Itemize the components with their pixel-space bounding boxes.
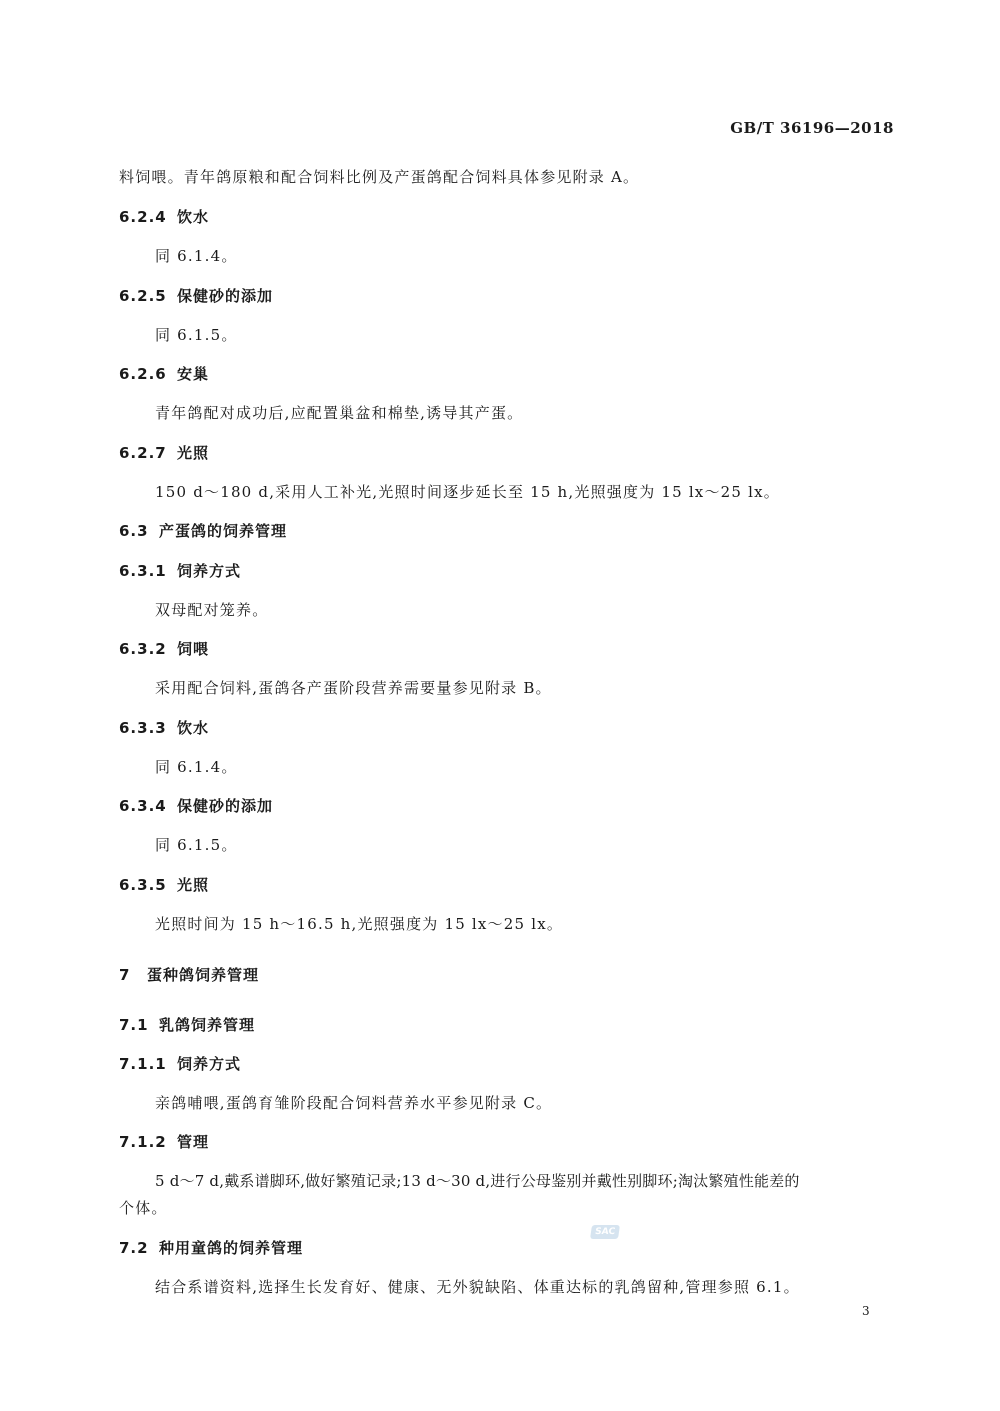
section-title: 安巢 (177, 365, 210, 383)
paragraph: 同 6.1.4。 (155, 758, 238, 776)
section-heading (119, 363, 209, 384)
paragraph: 双母配对笼养。 (155, 601, 269, 619)
section-number: 7.1.2 (119, 1133, 167, 1151)
section-title: 保健砂的添加 (177, 797, 274, 815)
section-heading (119, 1053, 241, 1074)
paragraph: 青年鸽配对成功后,应配置巢盆和棉垫,诱导其产蛋。 (155, 404, 524, 422)
chapter-title: 蛋种鸽饲养管理 (147, 966, 260, 984)
paragraph: 亲鸽哺喂,蛋鸽育雏阶段配合饲料营养水平参见附录 C。 (155, 1094, 553, 1112)
section-title: 饮水 (177, 719, 210, 737)
section-title: 饲养方式 (177, 562, 242, 580)
section-heading (119, 1131, 209, 1152)
section-title: 光照 (177, 876, 210, 894)
paragraph: 同 6.1.5。 (155, 836, 238, 854)
section-heading (119, 1237, 303, 1258)
paragraph: 结合系谱资料,选择生长发育好、健康、无外貌缺陷、体重达标的乳鸽留种,管理参照 6.1。 (155, 1278, 800, 1296)
section-heading (119, 1014, 255, 1035)
paragraph: 同 6.1.4。 (155, 247, 238, 265)
section-heading (119, 442, 209, 463)
section-number: 6.2.6 (119, 365, 167, 383)
section-number: 6.2.5 (119, 287, 167, 305)
section-number: 7.2 (119, 1239, 149, 1257)
paragraph: 光照时间为 15 h～16.5 h,光照强度为 15 lx～25 lx。 (155, 915, 564, 933)
standard-code: GB/T 36196—2018 (730, 119, 894, 137)
section-number: 7.1.1 (119, 1055, 167, 1073)
section-title: 种用童鸽的饲养管理 (159, 1239, 304, 1257)
section-number: 6.3.2 (119, 640, 167, 658)
section-title: 产蛋鸽的饲养管理 (159, 522, 288, 540)
section-title: 饲养方式 (177, 1055, 242, 1073)
section-title: 饲喂 (177, 640, 210, 658)
section-number: 6.3.1 (119, 562, 167, 580)
section-heading (119, 717, 209, 738)
paragraph-continuation: 个体。 (119, 1199, 168, 1217)
chapter-heading (119, 964, 259, 985)
paragraph: 采用配合饲料,蛋鸽各产蛋阶段营养需要量参见附录 B。 (155, 679, 552, 697)
section-heading (119, 520, 287, 541)
paragraph: 同 6.1.5。 (155, 326, 238, 344)
section-number: 6.2.4 (119, 208, 167, 226)
section-number: 6.3.3 (119, 719, 167, 737)
section-number: 6.3.4 (119, 797, 167, 815)
section-heading (119, 874, 209, 895)
page-number: 3 (862, 1304, 870, 1318)
section-title: 保健砂的添加 (177, 287, 274, 305)
section-heading (119, 638, 209, 659)
section-title: 乳鸽饲养管理 (159, 1016, 256, 1034)
section-heading (119, 285, 273, 306)
paragraph: 5 d～7 d,戴系谱脚环,做好繁殖记录;13 d～30 d,进行公母鉴别并戴性别脚环;淘汰繁殖性能差的 (155, 1172, 800, 1190)
section-number: 6.3.5 (119, 876, 167, 894)
paragraph: 150 d～180 d,采用人工补光,光照时间逐步延长至 15 h,光照强度为 15 lx～25 lx。 (155, 483, 780, 501)
section-heading (119, 560, 241, 581)
section-title: 管理 (177, 1133, 210, 1151)
section-number: 7.1 (119, 1016, 149, 1034)
paragraph: 料饲喂。青年鸽原粮和配合饲料比例及产蛋鸽配合饲料具体参见附录 A。 (119, 168, 640, 186)
sac-watermark: SAC (590, 1225, 620, 1239)
section-number: 6.2.7 (119, 444, 167, 462)
section-number: 6.3 (119, 522, 149, 540)
section-title: 光照 (177, 444, 210, 462)
section-heading (119, 795, 273, 816)
section-title: 饮水 (177, 208, 210, 226)
section-heading (119, 206, 209, 227)
chapter-number: 7 (119, 966, 131, 984)
